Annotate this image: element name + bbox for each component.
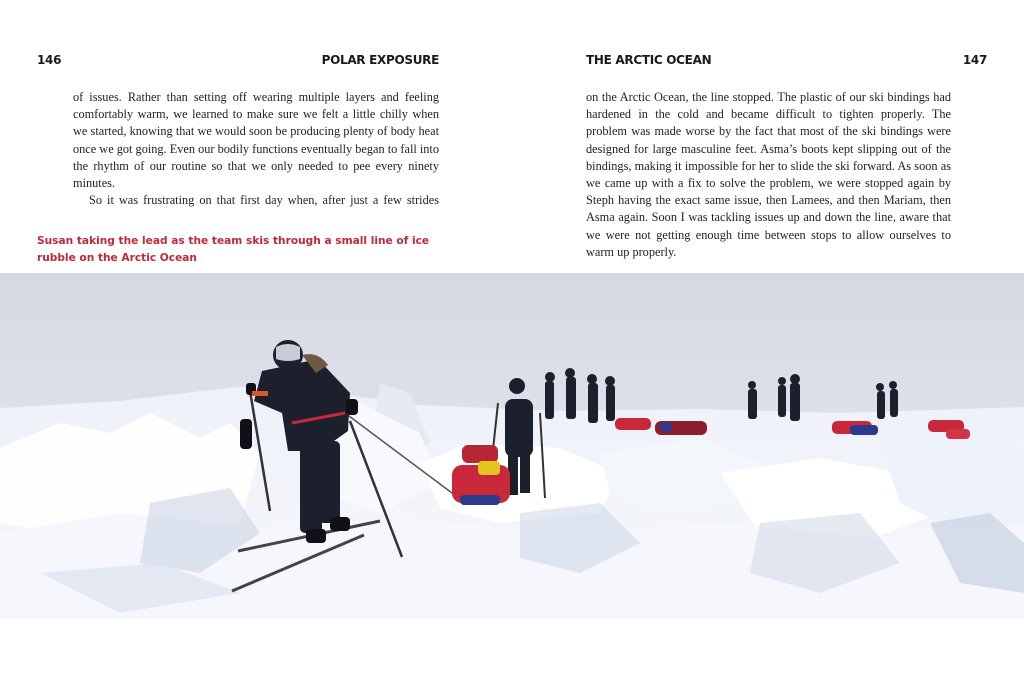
left-paragraph-1: of issues. Rather than setting off wearing multiple layers and feeling comfortably warm, we learned to make sure we felt a little chilly when we started, knowing that we would soon be producing plenty of body heat once we got going. Even our bodily functions eventually began to fall into the rhythm of our routine so that we only needed to pee every ninety minutes. [73, 90, 439, 191]
running-head-right: THE ARCTIC OCEAN [586, 53, 712, 67]
photo-caption: Susan taking the lead as the team skis through a small line of ice rubble on the Arctic Ocean [37, 235, 430, 264]
arctic-photo [0, 273, 1024, 619]
page-number-right: 147 [962, 53, 987, 67]
arctic-photo-illustration [0, 273, 1024, 619]
right-page-body [586, 89, 951, 261]
right-paragraph-1: on the Arctic Ocean, the line stopped. The plastic of our ski bindings had hardened in the cold and became difficult to tighten properly. The problem was made worse by the fact that most of the ski bindings were designed for large masculine feet. Asma’s boots kept slipping out of the bindings, making it impossible for her to slide the ski forward. As soon as we came up with a fix to solve the problem, we were stopped again by Steph having the exact same issue, then Lamees, and then Mariam, then Asma again. Soon I was tackling issues up and down the line, aware that we were not getting enough time between stops to allow ourselves to warm up properly. [586, 90, 951, 259]
page-number-left: 146 [37, 53, 62, 67]
running-head-left: POLAR EXPOSURE [321, 53, 439, 67]
left-page-body [73, 89, 439, 209]
left-paragraph-2: So it was frustrating on that first day when, after just a few strides [89, 193, 439, 208]
